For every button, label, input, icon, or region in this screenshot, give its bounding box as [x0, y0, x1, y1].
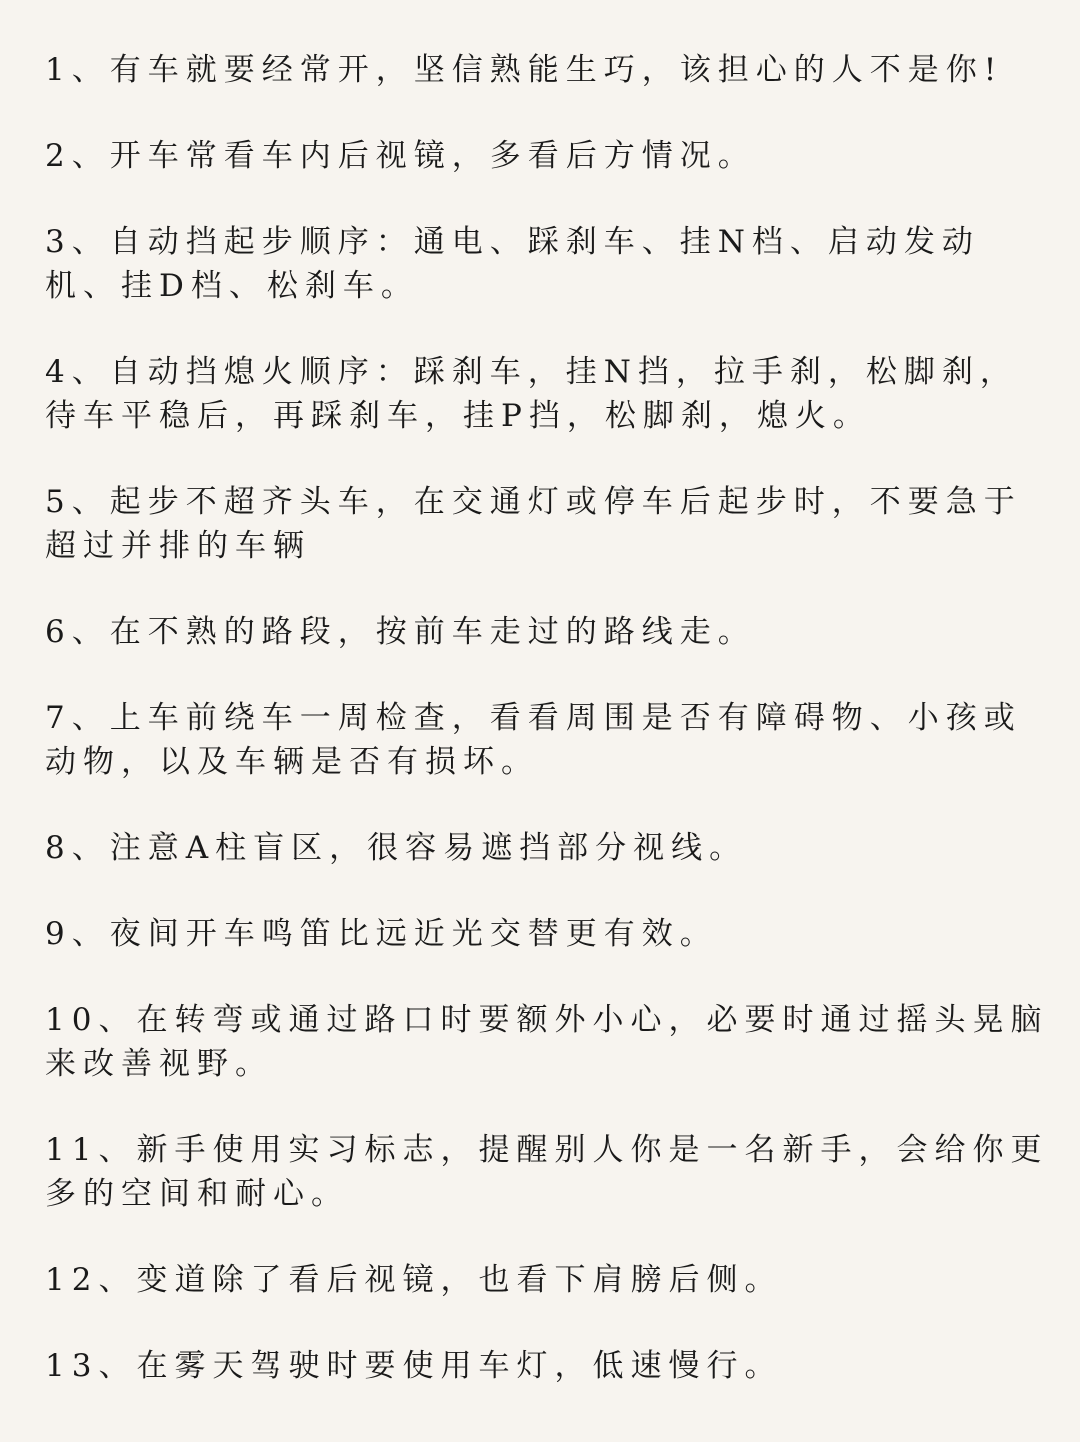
- tip-13: 13、在雾天驾驶时要使用车灯，低速慢行。: [45, 1348, 783, 1384]
- tip-5: 5、起步不超齐头车，在交通灯或停车后起步时，不要急于超过并排的车辆: [45, 484, 1022, 564]
- tip-3: 3、自动挡起步顺序：通电、踩刹车、挂N档、启动发动机、挂D档、松刹车。: [45, 224, 980, 304]
- driving-tips-list: [45, 48, 1050, 1388]
- tip-8: 8、注意A柱盲区，很容易遮挡部分视线。: [45, 830, 748, 866]
- tip-12: 12、变道除了看后视镜，也看下肩膀后侧。: [45, 1262, 783, 1298]
- tip-9: 9、夜间开车鸣笛比远近光交替更有效。: [45, 916, 718, 952]
- tip-4: 4、自动挡熄火顺序：踩刹车，挂N挡，拉手刹，松脚刹，待车平稳后，再踩刹车，挂P挡，松脚刹，熄火。: [45, 354, 1018, 434]
- tip-2: 2、开车常看车内后视镜，多看后方情况。: [45, 138, 756, 174]
- tip-7: 7、上车前绕车一周检查，看看周围是否有障碍物、小孩或动物，以及车辆是否有损坏。: [45, 700, 1022, 780]
- tip-10: 10、在转弯或通过路口时要额外小心，必要时通过摇头晃脑来改善视野。: [45, 1002, 1049, 1082]
- tip-1: 1、有车就要经常开，坚信熟能生巧，该担心的人不是你!: [45, 52, 1004, 88]
- tip-6: 6、在不熟的路段，按前车走过的路线走。: [45, 614, 756, 650]
- tip-11: 11、新手使用实习标志，提醒别人你是一名新手，会给你更多的空间和耐心。: [45, 1132, 1049, 1212]
